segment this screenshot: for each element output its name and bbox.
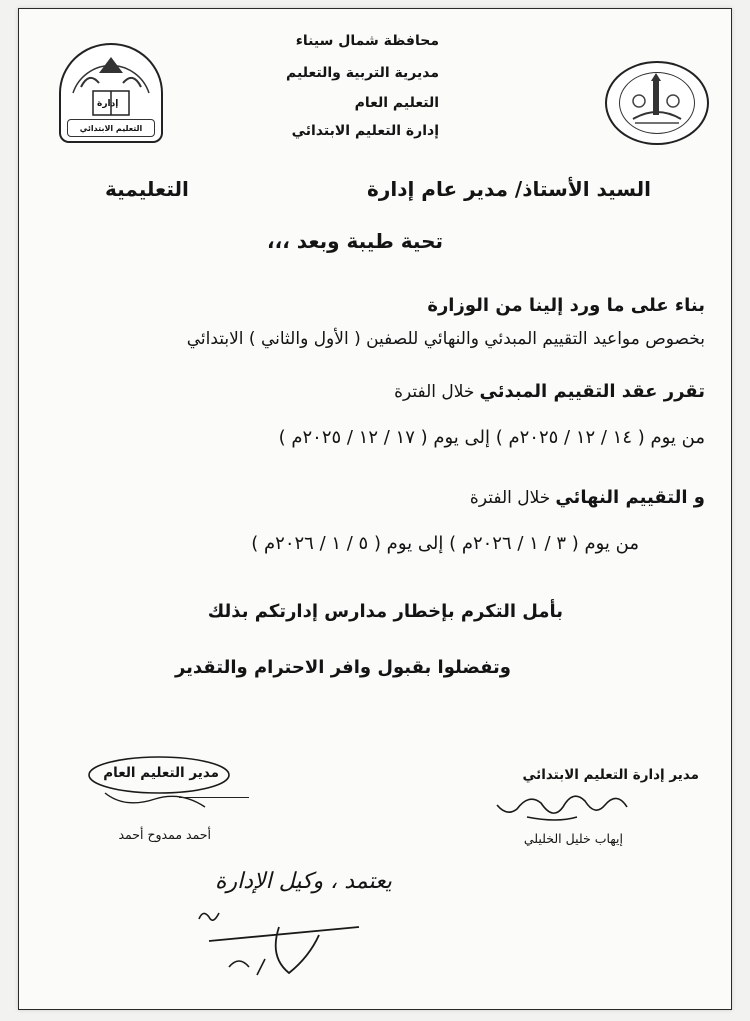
header-governorate: محافظة شمال سيناء	[295, 33, 439, 49]
handwritten-approval: يعتمد ، وكيل الإدارة	[215, 869, 392, 894]
initial-heading	[394, 381, 705, 402]
primary-education-logo	[59, 43, 163, 143]
greeting: تحية طيبة وبعد ،،،	[267, 229, 443, 253]
right-signatory-title: مدير إدارة التعليم الابتدائي	[522, 767, 699, 783]
left-signatory-title: مدير التعليم العام	[103, 765, 219, 781]
final-dates: من يوم ( ٣ / ١ / ٢٠٢٦م ) إلى يوم ( ٥ / ١ / ٢٠٢٦م )	[251, 533, 639, 554]
right-signature-scribble	[477, 787, 637, 827]
header-primary-admin: إدارة التعليم الابتدائي	[291, 123, 439, 139]
header-general-education: التعليم العام	[354, 95, 439, 111]
final-heading-bold: و التقييم النهائي	[555, 487, 705, 508]
header-directorate: مديرية التربية والتعليم	[286, 65, 439, 81]
initial-heading-regular: خلال الفترة	[394, 382, 475, 402]
document-page	[18, 8, 732, 1010]
final-heading	[470, 487, 705, 508]
handwritten-approval-scribble	[169, 897, 389, 987]
intro-regular: بخصوص مواعيد التقييم المبدئي والنهائي للصفين ( الأول والثاني ) الابتدائي	[186, 329, 705, 349]
logo-badge-text: التعليم الابتدائي	[67, 119, 155, 137]
logo-book-text: إدارة	[97, 99, 119, 109]
signature-line	[179, 797, 249, 798]
right-signatory-name: إيهاب خليل الخليلي	[523, 831, 623, 846]
left-signatory-name: أحمد ممدوح أحمد	[118, 827, 211, 842]
left-signature-scribble	[85, 749, 235, 815]
final-heading-regular: خلال الفترة	[469, 488, 551, 508]
governorate-emblem-logo	[605, 61, 709, 145]
addressee-suffix: التعليمية	[105, 177, 189, 201]
closing-line: وتفضلوا بقبول وافر الاحترام والتقدير	[174, 657, 511, 678]
request-line: بأمل التكرم بإخطار مدارس إدارتكم بذلك	[207, 601, 563, 622]
initial-heading-bold: تقرر عقد التقييم المبدئي	[479, 381, 705, 402]
intro-bold: بناء على ما ورد إلينا من الوزارة	[427, 295, 705, 316]
initial-dates: من يوم ( ١٤ / ١٢ / ٢٠٢٥م ) إلى يوم ( ١٧ / ١٢ / ٢٠٢٥م )	[278, 427, 705, 448]
addressee-title: السيد الأستاذ/ مدير عام إدارة	[367, 177, 651, 201]
